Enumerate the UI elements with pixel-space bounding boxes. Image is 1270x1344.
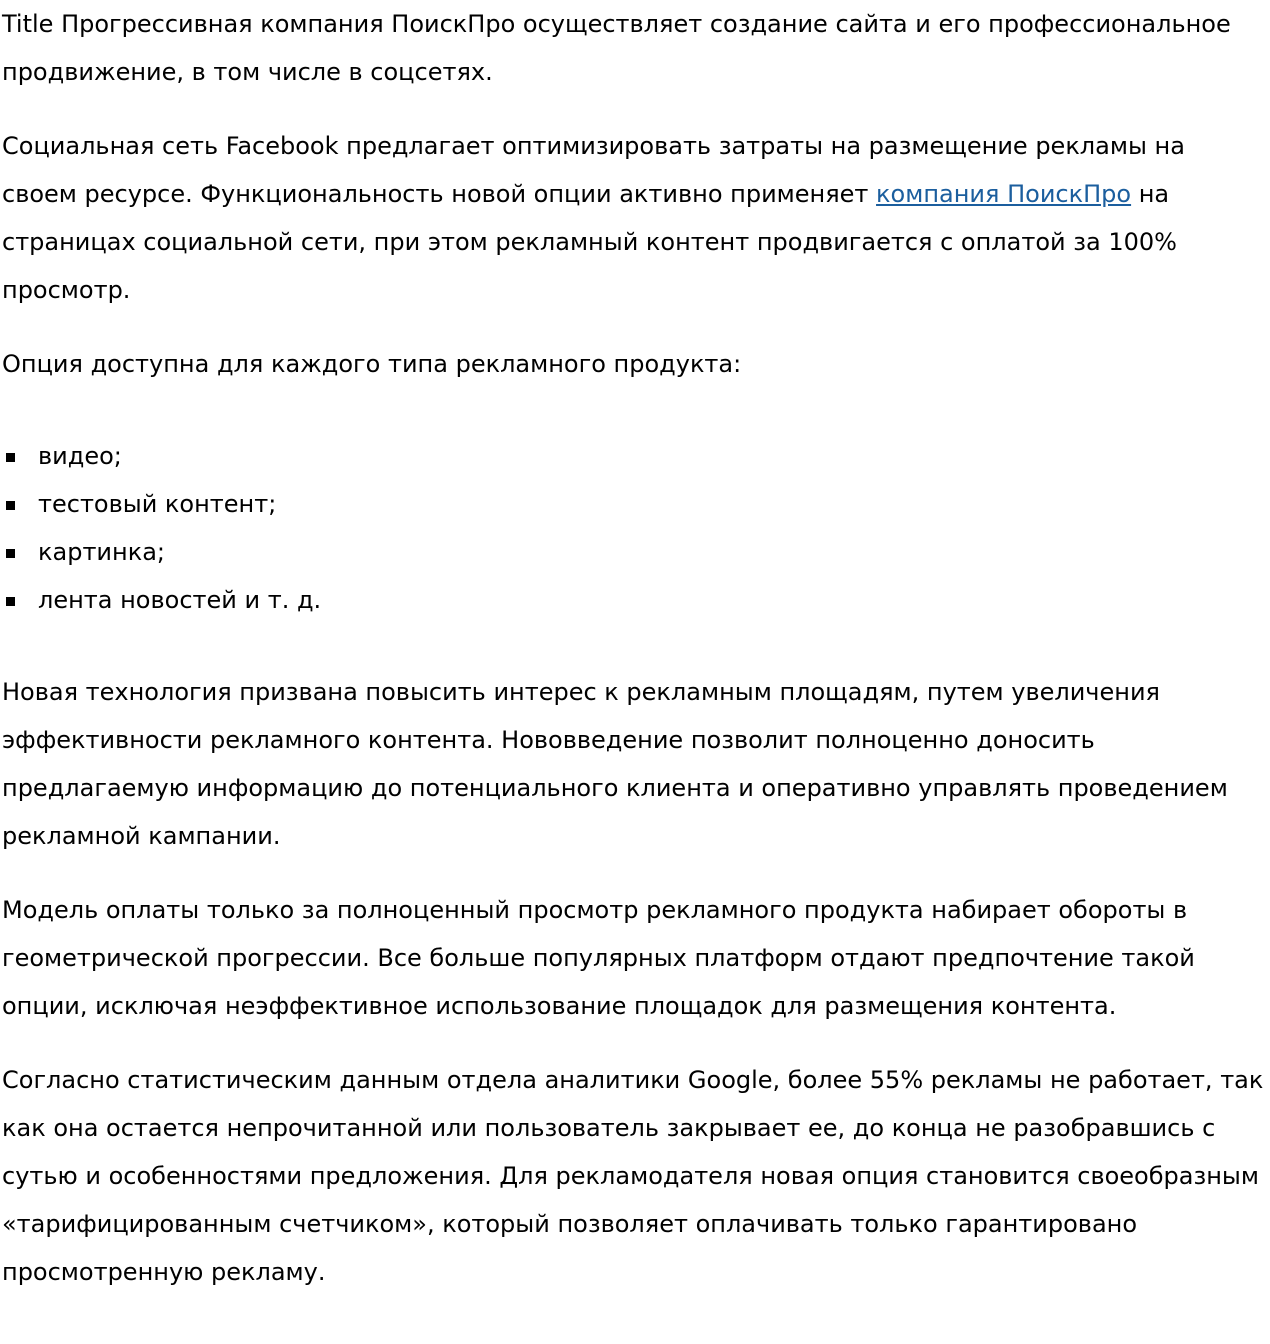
square-bullet-icon (6, 501, 15, 510)
article (2, 0, 1264, 1296)
ad-product-types-list (2, 432, 1264, 624)
paragraph-technology (2, 668, 1264, 860)
list-item (2, 528, 1264, 576)
paragraph-facebook (2, 122, 1264, 314)
poiskpro-company-link[interactable]: компания ПоискПро (876, 180, 1132, 208)
list-item (2, 480, 1264, 528)
list-item (2, 432, 1264, 480)
paragraph-facebook-text-before: Социальная сеть Facebook предлагает оптимизировать затраты на размещение рекламы на своем ресурсе. Функциональность новой опции активно применяет (2, 132, 1185, 208)
square-bullet-icon (6, 597, 15, 606)
list-item-text: видео; (38, 442, 122, 470)
square-bullet-icon (6, 453, 15, 462)
paragraph-intro (2, 0, 1264, 96)
list-item-text: лента новостей и т. д. (38, 586, 322, 614)
square-bullet-icon (6, 549, 15, 558)
paragraph-payment-model (2, 886, 1264, 1030)
paragraph-facebook-text-after: на страницах социальной сети, при этом рекламный контент продвигается с оплатой за 100% просмотр. (2, 180, 1177, 304)
paragraph-intro-text: Title Прогрессивная компания ПоискПро осуществляет создание сайта и его профессиональное продвижение, в том числе в соцсетях. (2, 10, 1231, 86)
paragraph-statistics (2, 1056, 1264, 1296)
list-item (2, 576, 1264, 624)
list-item-text: тестовый контент; (38, 490, 277, 518)
paragraph-statistics-text: Согласно статистическим данным отдела аналитики Google, более 55% рекламы не работает, так как она остается непрочитанной или пользователь закрывает ее, до конца не разобравшись с сутью и особенностями предложения. Для рекламодателя новая опция становится своеобразным «тарифицированным счетчиком», который позволяет оплачивать только гарантировано просмотренную рекламу. (2, 1066, 1264, 1286)
option-types-heading-text: Опция доступна для каждого типа рекламного продукта: (2, 350, 742, 378)
paragraph-technology-text: Новая технология призвана повысить интерес к рекламным площадям, путем увеличения эффективности рекламного контента. Нововведение позволит полноценно доносить предлагаемую информацию до потенциального клиента и оперативно управлять проведением рекламной кампании. (2, 678, 1228, 850)
list-item-text: картинка; (38, 538, 165, 566)
paragraph-payment-model-text: Модель оплаты только за полноценный просмотр рекламного продукта набирает обороты в геометрической прогрессии. Все больше популярных платформ отдают предпочтение такой опции, исключая неэффективное использование площадок для размещения контента. (2, 896, 1195, 1020)
paragraph-option-types-heading (2, 340, 1264, 388)
